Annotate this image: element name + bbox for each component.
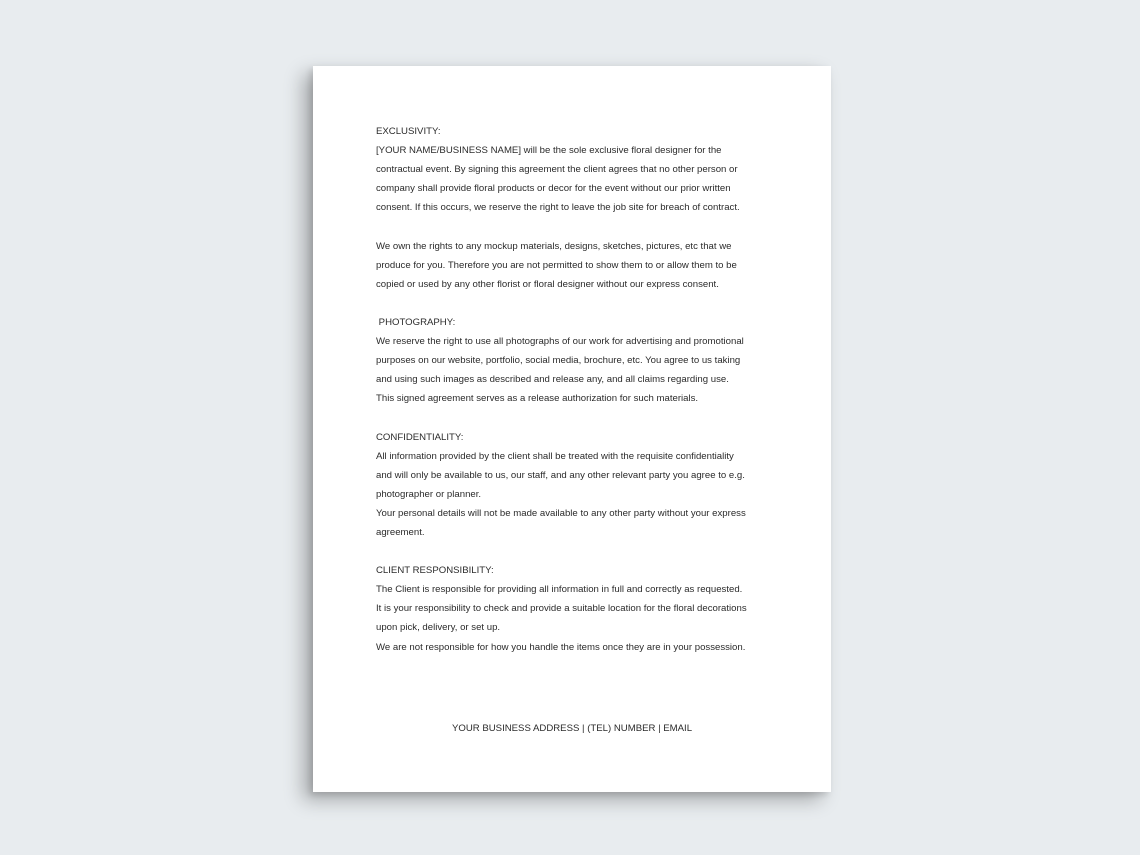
text-line: We are not responsible for how you handle the items once they are in your possession. bbox=[376, 641, 746, 653]
text-line: upon pick, delivery, or set up. bbox=[376, 622, 501, 634]
text-line: All information provided by the client shall be treated with the requisite confidentiality bbox=[376, 450, 734, 462]
paragraph-gap bbox=[376, 294, 776, 313]
text-line: company shall provide floral products or decor for the event without our prior written bbox=[376, 183, 731, 195]
text-line: contractual event. By signing this agreement the client agrees that no other person or bbox=[376, 164, 738, 176]
text-line: photographer or planner. bbox=[376, 488, 482, 500]
text-line: consent. If this occurs, we reserve the right to leave the job site for breach of contract. bbox=[376, 202, 740, 214]
text-line: copied or used by any other florist or floral designer without our express consent. bbox=[376, 278, 719, 290]
document-footer: YOUR BUSINESS ADDRESS | (TEL) NUMBER | EMAIL bbox=[451, 723, 693, 734]
text-line: [YOUR NAME/BUSINESS NAME] will be the sole exclusive floral designer for the bbox=[376, 145, 722, 157]
text-line: It is your responsibility to check and provide a suitable location for the floral decorations bbox=[376, 603, 747, 615]
text-line: We reserve the right to use all photographs of our work for advertising and promotional bbox=[376, 336, 744, 348]
text-line: produce for you. Therefore you are not permitted to show them to or allow them to be bbox=[376, 259, 737, 271]
text-line: purposes on our website, portfolio, social media, brochure, etc. You agree to us taking bbox=[376, 355, 741, 367]
text-line: The Client is responsible for providing all information in full and correctly as requested. bbox=[376, 584, 743, 596]
document-body bbox=[376, 122, 776, 657]
text-line: This signed agreement serves as a release authorization for such materials. bbox=[376, 393, 699, 405]
paragraph-gap bbox=[376, 542, 776, 561]
text-line: Your personal details will not be made available to any other party without your express bbox=[376, 507, 746, 519]
section-heading-client-responsibility: CLIENT RESPONSIBILITY: bbox=[376, 565, 494, 577]
text-line: agreement. bbox=[376, 526, 425, 538]
text-line: and will only be available to us, our staff, and any other relevant party you agree to e.g. bbox=[376, 469, 745, 481]
text-line: We own the rights to any mockup materials, designs, sketches, pictures, etc that we bbox=[376, 240, 732, 252]
paragraph-gap bbox=[376, 217, 776, 236]
paragraph-gap bbox=[376, 408, 776, 427]
section-heading-confidentiality: CONFIDENTIALITY: bbox=[376, 431, 464, 443]
text-line: and using such images as described and release any, and all claims regarding use. bbox=[376, 374, 729, 386]
document-page bbox=[313, 66, 831, 792]
section-heading-exclusivity: EXCLUSIVITY: bbox=[376, 126, 441, 137]
section-heading-photography: PHOTOGRAPHY: bbox=[376, 316, 456, 328]
